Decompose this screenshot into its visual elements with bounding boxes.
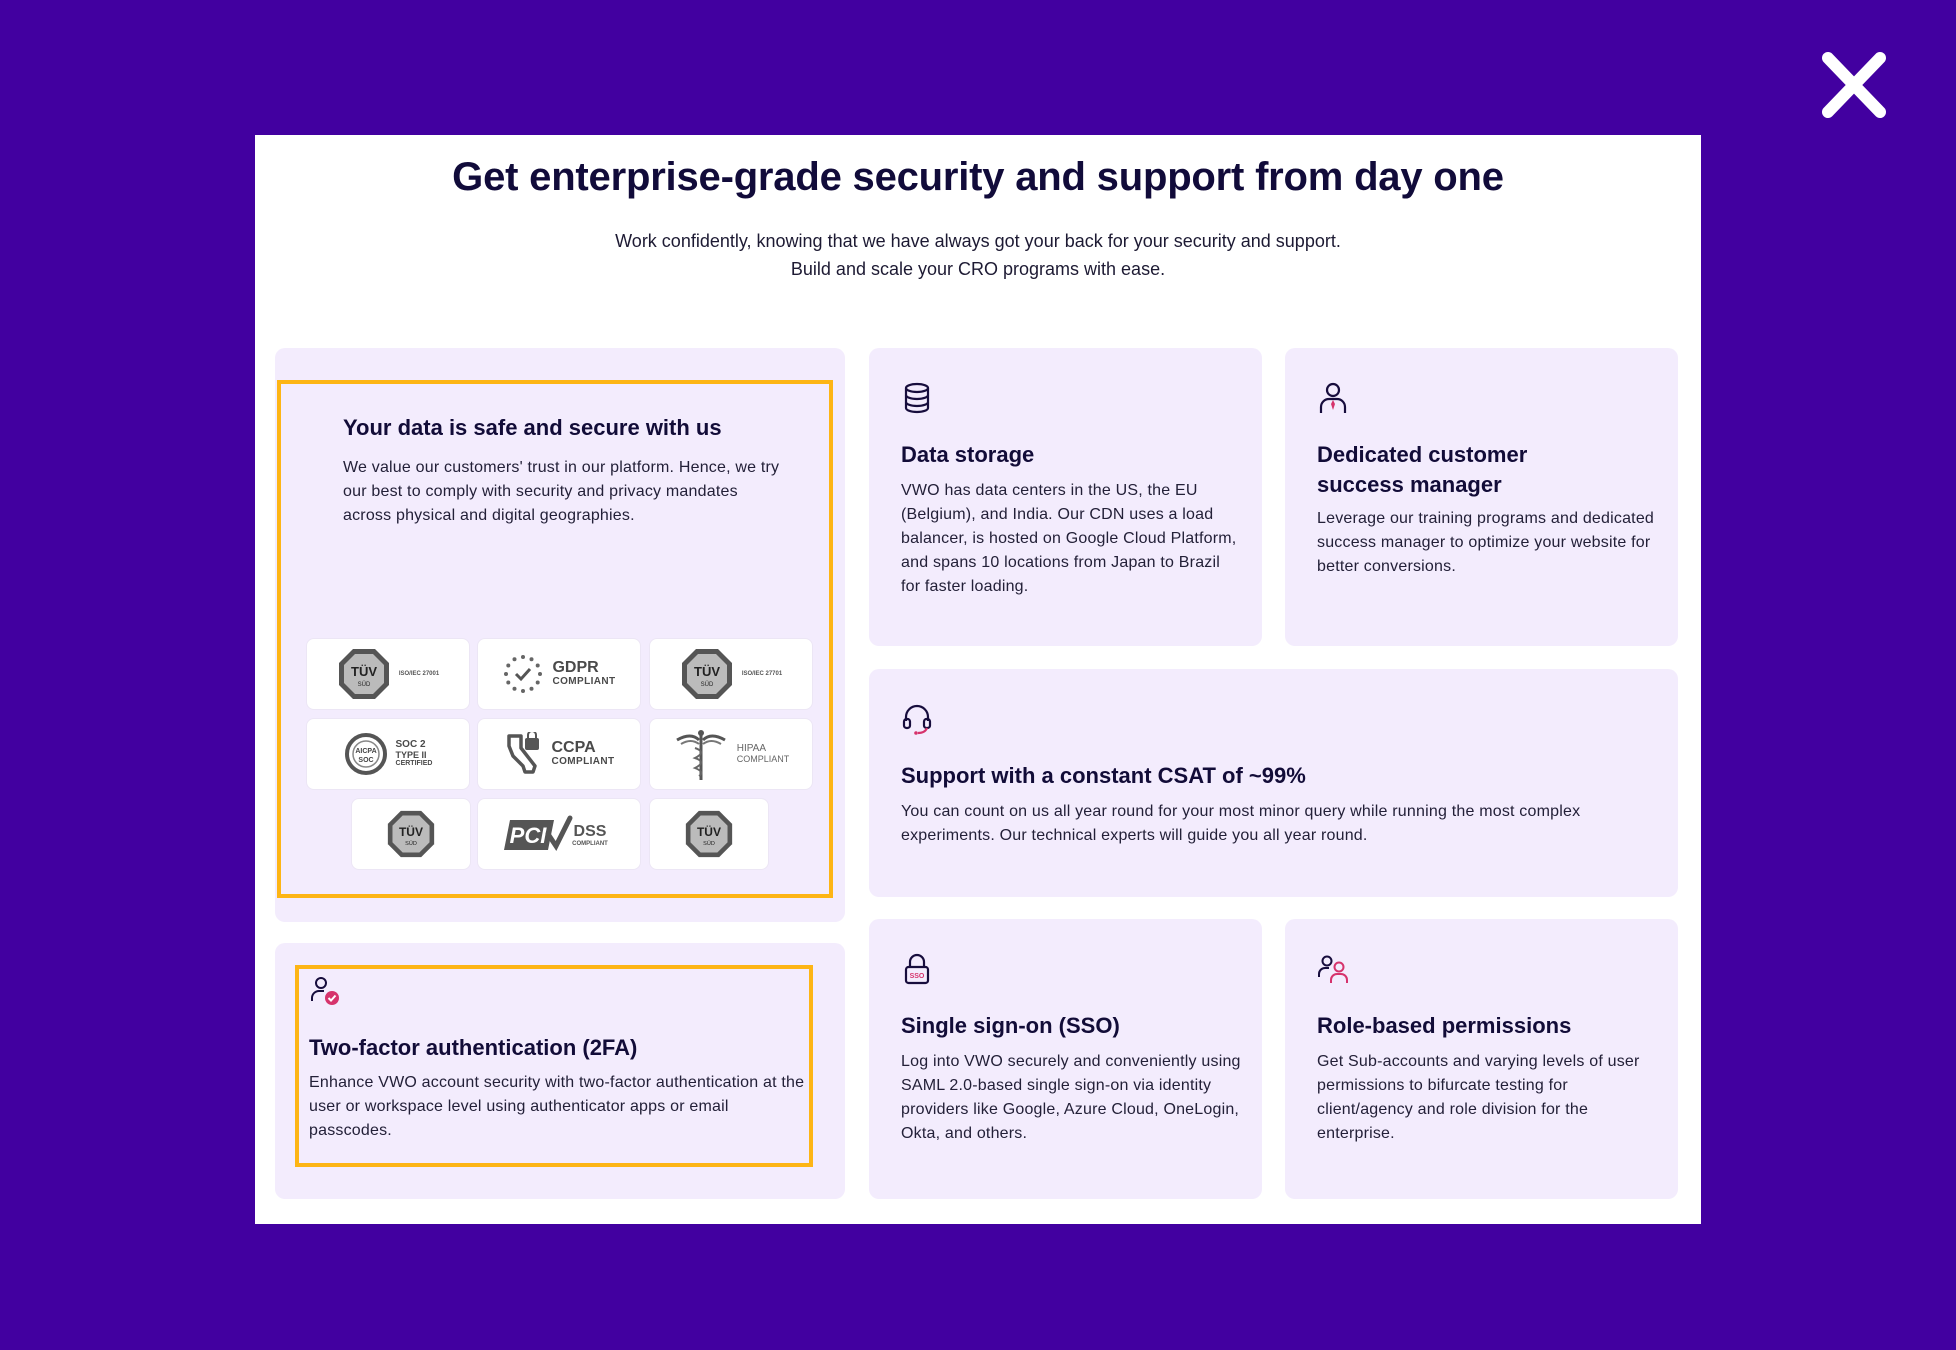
- svg-text:TÜV: TÜV: [398, 824, 424, 839]
- card-title: Two-factor authentication (2FA): [309, 1035, 638, 1060]
- eu-stars-check-icon: [502, 653, 544, 695]
- users-icon: [1317, 953, 1349, 985]
- svg-text:SSO: SSO: [909, 973, 925, 980]
- svg-text:TÜV: TÜV: [350, 664, 377, 679]
- badge-tuv-b: [649, 798, 769, 870]
- california-map-icon: [503, 732, 543, 776]
- svg-text:TÜV: TÜV: [693, 664, 720, 679]
- badge-hipaa: [649, 718, 813, 790]
- badge-ccpa: [477, 718, 641, 790]
- card-body: VWO has data centers in the US, the EU (Belgium), and India. Our CDN uses a load balancer, is hosted on Google Cloud Platform, and spans 10 locations from Japan to Brazil for faster loading.: [901, 482, 1237, 595]
- card-title: Your data is safe and secure with us: [343, 415, 722, 440]
- badge-main: SOC 2: [395, 739, 426, 751]
- badge-pci-dss: [477, 798, 641, 870]
- badge-main: CCPA: [551, 739, 596, 757]
- card-data-safety: [275, 348, 845, 922]
- badge-iso-27701: [649, 638, 813, 710]
- badge-tuv-a: [351, 798, 471, 870]
- badge-gdpr: [477, 638, 641, 710]
- svg-text:TÜV: TÜV: [696, 824, 722, 839]
- page-subtitle: Work confidently, knowing that we have always got your back for your security and support. Build and scale your CRO programs with ease.: [615, 231, 1341, 279]
- database-icon: [901, 382, 933, 414]
- tuv-seal-icon: [337, 647, 391, 701]
- caduceus-icon: [673, 726, 729, 782]
- svg-text:COMPLIANT: COMPLIANT: [572, 841, 608, 847]
- svg-text:SÜD: SÜD: [357, 682, 371, 688]
- badge-iso-27001: [306, 638, 470, 710]
- person-tie-icon: [1317, 382, 1349, 414]
- card-two-factor: [275, 943, 845, 1199]
- card-title: Dedicated customer success manager: [1317, 442, 1528, 497]
- svg-text:AICPA: AICPA: [354, 748, 377, 755]
- card-title: Support with a constant CSAT of ~99%: [901, 763, 1306, 788]
- svg-text:PCI: PCI: [509, 823, 547, 848]
- badge-sub: COMPLIANT: [736, 753, 790, 764]
- badge-sub: CERTIFIED: [395, 760, 433, 768]
- card-body: Leverage our training programs and dedicated success manager to optimize your website for better conversions.: [1317, 510, 1655, 575]
- card-body: We value our customers' trust in our platform. Hence, we try our best to comply with security and privacy mandates across physical and digital geographies.: [343, 459, 780, 524]
- headset-icon: [901, 703, 933, 735]
- badge-title: ISO/IEC 27001: [398, 670, 440, 677]
- svg-text:SÜD: SÜD: [405, 841, 417, 848]
- badge-soc2: [306, 718, 470, 790]
- badge-main: HIPAA: [736, 743, 767, 755]
- brand-x-logo: [1818, 50, 1890, 120]
- card-body: Log into VWO securely and conveniently using SAML 2.0-based single sign-on via identity providers like Google, Azure Cloud, OneLogin, Okta, and others.: [901, 1053, 1241, 1142]
- page-title: Get enterprise-grade security and support from day one: [452, 155, 1504, 199]
- svg-text:SÜD: SÜD: [703, 841, 715, 848]
- svg-text:DSS: DSS: [573, 823, 607, 840]
- badge-sub: COMPLIANT: [551, 756, 615, 768]
- tuv-seal-icon: [684, 809, 734, 859]
- card-body: Enhance VWO account security with two-factor authentication at the user or workspace level using authenticator apps or email passcodes.: [309, 1074, 805, 1139]
- pci-dss-logo: [504, 812, 614, 856]
- badge-line2: TYPE II: [395, 749, 427, 760]
- card-title: Data storage: [901, 442, 1035, 467]
- card-sso: [869, 919, 1262, 1199]
- user-check-icon: [309, 975, 341, 1007]
- svg-text:SÜD: SÜD: [700, 682, 714, 688]
- tuv-seal-icon: [386, 809, 436, 859]
- tuv-seal-icon: [680, 647, 734, 701]
- lock-icon: [901, 953, 933, 985]
- card-title: Role-based permissions: [1317, 1013, 1572, 1038]
- aicpa-soc-seal-icon: [344, 732, 388, 776]
- badge-main: GDPR: [552, 659, 599, 677]
- badge-sub: COMPLIANT: [552, 676, 616, 688]
- card-customer-success: [1285, 348, 1678, 646]
- card-body: You can count on us all year round for your most minor query while running the most complex experiments. Our technical experts will guide you all year round.: [901, 803, 1581, 844]
- card-support: [869, 669, 1678, 897]
- card-data-storage: [869, 348, 1262, 646]
- security-panel: [255, 135, 1701, 1224]
- badge-title: ISO/IEC 27701: [741, 670, 783, 677]
- svg-text:SOC: SOC: [357, 757, 374, 764]
- card-role-permissions: [1285, 919, 1678, 1199]
- card-body: Get Sub-accounts and varying levels of user permissions to bifurcate testing for client/agency and role division for the enterprise.: [1317, 1053, 1640, 1142]
- card-title: Single sign-on (SSO): [901, 1013, 1120, 1038]
